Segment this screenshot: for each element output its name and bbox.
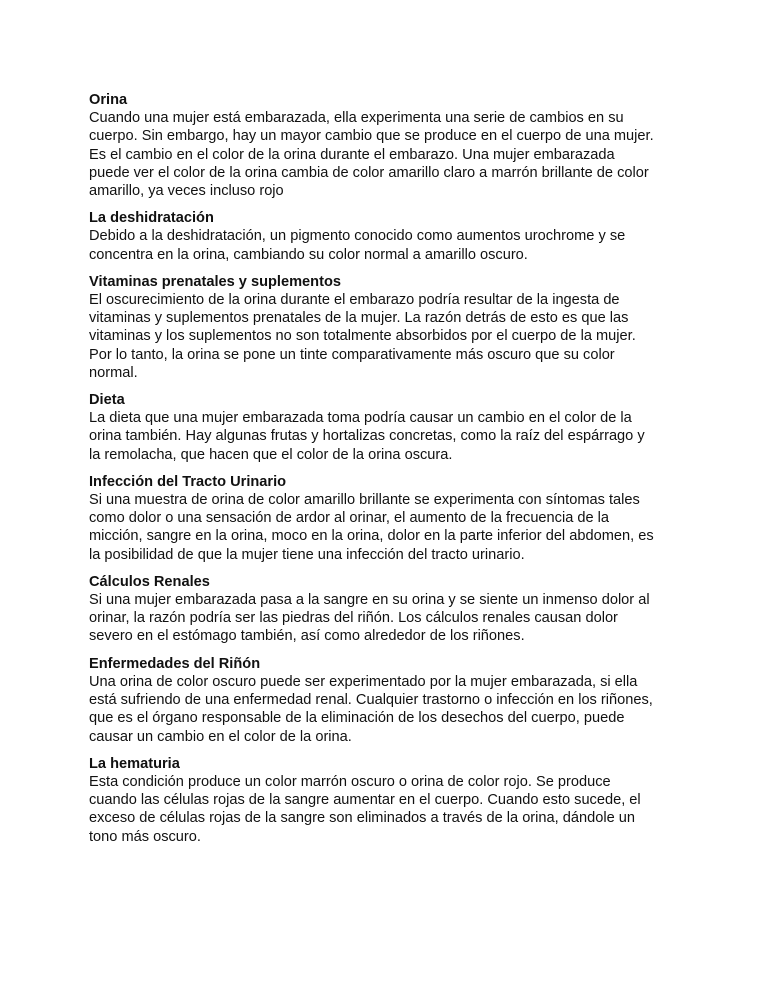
section-paragraph — [89, 673, 689, 746]
paragraph-line: Si una mujer embarazada pasa a la sangre en su orina y se siente un inmenso dolor al — [89, 592, 650, 609]
section-dieta — [89, 391, 689, 464]
section-infeccion-urinaria — [89, 473, 689, 564]
section-paragraph — [89, 109, 689, 200]
section-heading: La deshidratación — [89, 210, 214, 227]
section-heading: Enfermedades del Riñón — [89, 655, 261, 672]
section-paragraph — [89, 291, 689, 382]
section-hematuria — [89, 755, 689, 846]
paragraph-line: normal. — [89, 364, 138, 381]
paragraph-line: la posibilidad de que la mujer tiene una infección del tracto urinario. — [89, 546, 525, 563]
section-deshidratacion — [89, 209, 689, 264]
section-heading: Cálculos Renales — [89, 573, 210, 590]
paragraph-line: Una orina de color oscuro puede ser experimentado por la mujer embarazada, si ella — [89, 673, 638, 690]
section-paragraph — [89, 491, 689, 564]
paragraph-line: concentra en la orina, cambiando su color normal a amarillo oscuro. — [89, 246, 528, 263]
paragraph-line: Esta condición produce un color marrón oscuro o orina de color rojo. Se produce — [89, 773, 611, 790]
section-vitaminas — [89, 273, 689, 382]
section-calculos-renales — [89, 573, 689, 646]
paragraph-line: exceso de células rojas de la sangre son eliminados a través de la orina, dándole un — [89, 810, 635, 827]
paragraph-line: puede ver el color de la orina cambia de color amarillo claro a marrón brillante de color — [89, 164, 649, 181]
section-orina — [89, 91, 689, 200]
section-heading: Dieta — [89, 392, 125, 409]
paragraph-line: severo en el estómago también, así como alrededor de los riñones. — [89, 628, 525, 645]
paragraph-line: Por lo tanto, la orina se pone un tinte comparativamente más oscuro que su color — [89, 346, 615, 363]
paragraph-line: La dieta que una mujer embarazada toma podría causar un cambio en el color de la — [89, 410, 632, 427]
paragraph-line: Cuando una mujer está embarazada, ella experimenta una serie de cambios en su — [89, 110, 624, 127]
section-paragraph — [89, 227, 689, 263]
paragraph-line: amarillo, ya veces incluso rojo — [89, 183, 284, 200]
section-paragraph — [89, 409, 689, 464]
paragraph-line: está sufriendo de una enfermedad renal. Cualquier trastorno o infección en los riñones, — [89, 692, 653, 709]
paragraph-line: que es el órgano responsable de la eliminación de los desechos del cuerpo, puede — [89, 710, 625, 727]
document-page — [89, 91, 689, 855]
paragraph-line: Es el cambio en el color de la orina durante el embarazo. Una mujer embarazada — [89, 146, 615, 163]
section-heading: Vitaminas prenatales y suplementos — [89, 273, 341, 290]
paragraph-line: El oscurecimiento de la orina durante el embarazo podría resultar de la ingesta de — [89, 292, 620, 309]
section-paragraph — [89, 591, 689, 646]
paragraph-line: vitaminas y los suplementos no son totalmente absorbidos por el cuerpo de la mujer. — [89, 328, 636, 345]
section-paragraph — [89, 773, 689, 846]
paragraph-line: Debido a la deshidratación, un pigmento conocido como aumentos urochrome y se — [89, 228, 626, 245]
paragraph-line: la remolacha, que hacen que el color de la orina oscura. — [89, 446, 453, 463]
section-heading: La hematuria — [89, 755, 180, 772]
paragraph-line: cuando las células rojas de la sangre aumentar en el cuerpo. Cuando esto sucede, el — [89, 792, 641, 809]
section-heading: Infección del Tracto Urinario — [89, 473, 287, 490]
section-enfermedades-rinon — [89, 655, 689, 746]
section-heading: Orina — [89, 92, 128, 108]
paragraph-line: tono más oscuro. — [89, 828, 201, 845]
paragraph-line: como dolor o una sensación de ardor al orinar, el aumento de la frecuencia de la — [89, 510, 610, 527]
paragraph-line: vitaminas y suplementos prenatales de la mujer. La razón detrás de esto es que las — [89, 310, 629, 327]
paragraph-line: causar un cambio en el color de la orina. — [89, 728, 352, 745]
paragraph-line: orinar, la razón podría ser las piedras del riñón. Los cálculos renales causan dolor — [89, 610, 618, 627]
paragraph-line: cuerpo. Sin embargo, hay un mayor cambio que se produce en el cuerpo de una mujer. — [89, 128, 654, 145]
paragraph-line: orina también. Hay algunas frutas y hortalizas concretas, como la raíz del espárrago y — [89, 428, 645, 445]
paragraph-line: Si una muestra de orina de color amarillo brillante se experimenta con síntomas tales — [89, 492, 640, 509]
paragraph-line: micción, sangre en la orina, moco en la orina, dolor en la parte inferior del abdomen, es — [89, 528, 654, 545]
